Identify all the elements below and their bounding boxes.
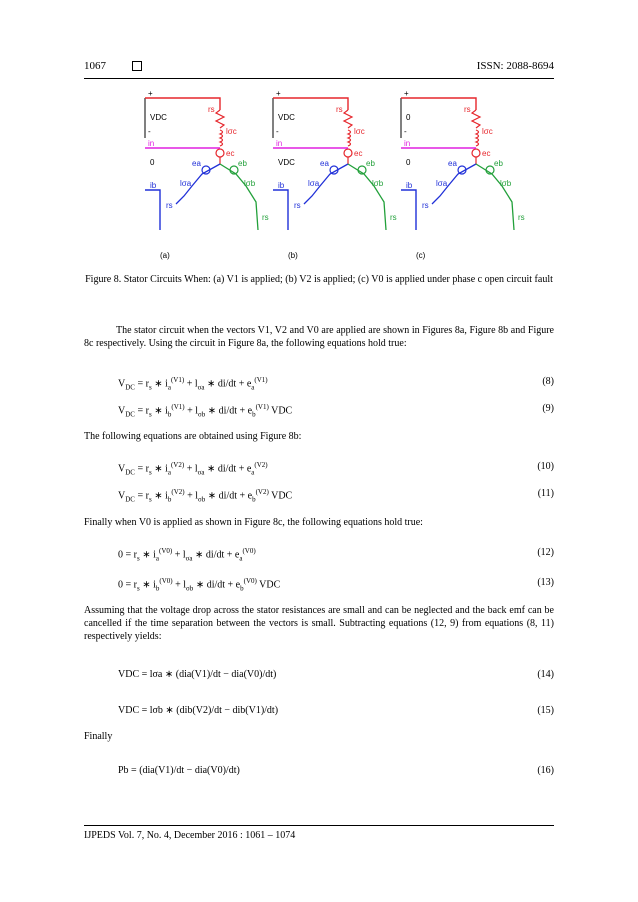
eq-e-sub: a bbox=[239, 554, 243, 563]
label-top-source: 0 bbox=[406, 113, 411, 122]
eq-rs: = r bbox=[134, 378, 149, 390]
eq-e-vec: (V0) bbox=[243, 577, 257, 585]
issn: ISSN: 2088-8694 bbox=[476, 60, 554, 72]
eq-lhs: V bbox=[118, 405, 126, 417]
label-top-source: VDC bbox=[150, 113, 167, 122]
label-ea: ea bbox=[448, 159, 457, 168]
figure-8-circuits bbox=[140, 89, 525, 265]
panel-tag: (c) bbox=[416, 251, 426, 260]
equation-(9) bbox=[118, 403, 292, 418]
eq-lhs-sub: DC bbox=[125, 468, 135, 477]
panel-tag: (a) bbox=[160, 251, 170, 260]
eq-vec: (V1) bbox=[170, 376, 185, 384]
eq-i: ∗ i bbox=[151, 378, 168, 390]
eq-l-sub: σb bbox=[198, 495, 206, 504]
eq-rs-sub: s bbox=[136, 584, 140, 593]
blue-wire bbox=[145, 190, 160, 230]
eq-i: ∗ i bbox=[151, 405, 168, 417]
source-ec bbox=[216, 149, 224, 157]
blue-wire bbox=[273, 190, 288, 230]
label-lsc: lσc bbox=[354, 127, 365, 136]
eq-tail: ∗ di/dt + e bbox=[205, 405, 253, 417]
label-rs: rs bbox=[336, 105, 343, 114]
eq-l: + l bbox=[184, 463, 198, 475]
eq-rs: = r bbox=[123, 579, 137, 591]
label-ec: ec bbox=[226, 149, 235, 158]
equation-number: (9) bbox=[542, 403, 554, 414]
eq-tail: ∗ di/dt + e bbox=[193, 579, 241, 591]
eq-tail: ∗ di/dt + e bbox=[192, 549, 240, 561]
header-rule bbox=[84, 78, 554, 79]
source-ec bbox=[472, 149, 480, 157]
eq-vdc: VDC bbox=[268, 490, 293, 502]
eq-tail: ∗ di/dt + e bbox=[204, 378, 252, 390]
resistor-rs bbox=[472, 110, 480, 128]
equation-number: (10) bbox=[537, 461, 554, 472]
green-branch bbox=[220, 164, 258, 230]
eq-vec: (V2) bbox=[171, 488, 185, 496]
label-lsa: lσa bbox=[180, 179, 192, 188]
label-lsc: lσc bbox=[226, 127, 237, 136]
label-rs-b: rs bbox=[262, 213, 269, 222]
label-lsb: lσb bbox=[372, 179, 384, 188]
label-rs-b: rs bbox=[390, 213, 397, 222]
label-lsb: lσb bbox=[500, 179, 512, 188]
label-lsa: lσa bbox=[308, 179, 320, 188]
paragraph-5: Finally bbox=[84, 731, 113, 742]
eq-e-vec: (V2) bbox=[255, 488, 269, 496]
eq-e-sub: b bbox=[252, 410, 256, 419]
label-ib: ib bbox=[150, 181, 157, 190]
eq-vec: (V0) bbox=[159, 577, 173, 585]
label-ib: ib bbox=[406, 181, 413, 190]
eq-l: + l bbox=[184, 378, 198, 390]
eq-l-sub: σa bbox=[197, 468, 205, 477]
label-lsb: lσb bbox=[244, 179, 256, 188]
eq-vec: (V2) bbox=[170, 461, 185, 469]
eq-l: + l bbox=[184, 490, 198, 502]
eq-lhs-sub: DC bbox=[125, 383, 135, 392]
eq-rs: = r bbox=[123, 549, 137, 561]
eq-lhs-sub: DC bbox=[125, 495, 135, 504]
checkbox-glyph-icon bbox=[132, 61, 142, 71]
blue-wire bbox=[401, 190, 416, 230]
equation-(8) bbox=[118, 376, 268, 391]
label-rs: rs bbox=[208, 105, 215, 114]
label-in: in bbox=[404, 139, 411, 148]
label-plus: + bbox=[404, 89, 409, 98]
eq-lhs: 0 bbox=[118, 549, 123, 561]
eq-rs: = r bbox=[134, 490, 149, 502]
label-eb: eb bbox=[494, 159, 503, 168]
equation-(16): Pb = (dia(V1)/dt − dia(V0)/dt) bbox=[118, 765, 240, 776]
eq-i-sub: b bbox=[155, 584, 160, 593]
eq-lhs: 0 bbox=[118, 579, 123, 591]
eq-l: + l bbox=[184, 405, 198, 417]
eq-i: ∗ i bbox=[139, 579, 156, 591]
paragraph-3: Finally when V0 is applied as shown in Figure 8c, the following equations hold true: bbox=[84, 517, 423, 528]
label-lsc: lσc bbox=[482, 127, 493, 136]
eq-l-sub: σa bbox=[197, 383, 205, 392]
eq-l-sub: σb bbox=[198, 410, 206, 419]
eq-rs-sub: s bbox=[148, 410, 152, 419]
green-branch bbox=[348, 164, 386, 230]
eq-rs-sub: s bbox=[148, 468, 152, 477]
eq-e-sub: b bbox=[240, 584, 244, 593]
eq-l-sub: σa bbox=[185, 554, 193, 563]
eq-e-vec: (V0) bbox=[242, 547, 256, 555]
label-eb: eb bbox=[238, 159, 247, 168]
label-plus: + bbox=[276, 89, 281, 98]
label-lsa: lσa bbox=[436, 179, 448, 188]
inductor-lsc bbox=[348, 130, 351, 146]
equation-(11) bbox=[118, 488, 292, 503]
inductor-lsc bbox=[220, 130, 223, 146]
eq-i: ∗ i bbox=[151, 463, 168, 475]
eq-lhs: V bbox=[118, 378, 126, 390]
label-minus: - bbox=[404, 127, 407, 136]
equation-(14): VDC = lσa ∗ (dia(V1)/dt − dia(V0)/dt) bbox=[118, 669, 277, 680]
label-ea: ea bbox=[192, 159, 201, 168]
equation-number: (8) bbox=[542, 376, 554, 387]
eq-i: ∗ i bbox=[151, 490, 168, 502]
eq-tail: ∗ di/dt + e bbox=[204, 463, 252, 475]
label-eb: eb bbox=[366, 159, 375, 168]
equation-number: (16) bbox=[537, 765, 554, 776]
eq-e-sub: a bbox=[251, 468, 255, 477]
label-bottom-source: 0 bbox=[150, 158, 155, 167]
eq-vdc: VDC bbox=[268, 405, 293, 417]
source-ec bbox=[344, 149, 352, 157]
label-rs-a: rs bbox=[422, 201, 429, 210]
equation-(10) bbox=[118, 461, 268, 476]
paragraph-2: The following equations are obtained using Figure 8b: bbox=[84, 431, 302, 442]
equation-number: (14) bbox=[537, 669, 554, 680]
eq-rs-sub: s bbox=[136, 554, 140, 563]
inductor-lsc bbox=[476, 130, 479, 146]
label-plus: + bbox=[148, 89, 153, 98]
label-rs-a: rs bbox=[294, 201, 301, 210]
label-rs-a: rs bbox=[166, 201, 173, 210]
eq-vec: (V0) bbox=[159, 547, 173, 555]
eq-l: + l bbox=[172, 579, 187, 591]
page-header bbox=[84, 60, 554, 78]
label-rs-b: rs bbox=[518, 213, 525, 222]
eq-i: ∗ i bbox=[139, 549, 156, 561]
label-ec: ec bbox=[482, 149, 491, 158]
equation-number: (11) bbox=[537, 488, 554, 499]
label-minus: - bbox=[148, 127, 151, 136]
paragraph-1: The stator circuit when the vectors V1, V2 and V0 are applied are shown in Figures 8a, Figure 8b and Figure 8c respectively. Using the circuit in Figure 8a, the following equations hold true: bbox=[84, 325, 554, 349]
eq-e-sub: a bbox=[251, 383, 255, 392]
panel-b bbox=[273, 89, 397, 260]
panel-c bbox=[401, 89, 525, 260]
eq-lhs: V bbox=[118, 490, 126, 502]
equation-(12) bbox=[118, 547, 256, 562]
eq-lhs-sub: DC bbox=[125, 410, 135, 419]
eq-tail: ∗ di/dt + e bbox=[205, 490, 253, 502]
eq-e-vec: (V1) bbox=[255, 403, 269, 411]
resistor-rs bbox=[216, 110, 224, 128]
eq-i-sub: a bbox=[155, 554, 159, 563]
page-footer: IJPEDS Vol. 7, No. 4, December 2016 : 1061 – 1074 bbox=[84, 830, 296, 841]
label-ib: ib bbox=[278, 181, 285, 190]
label-in: in bbox=[276, 139, 283, 148]
footer-rule bbox=[84, 825, 554, 826]
eq-rs-sub: s bbox=[148, 495, 152, 504]
eq-i-sub: a bbox=[167, 468, 171, 477]
panel-tag: (b) bbox=[288, 251, 298, 260]
eq-rs-sub: s bbox=[148, 383, 152, 392]
label-bottom-source: 0 bbox=[406, 158, 411, 167]
green-branch bbox=[476, 164, 514, 230]
eq-vec: (V1) bbox=[171, 403, 185, 411]
equation-number: (12) bbox=[537, 547, 554, 558]
paragraph-4: Assuming that the voltage drop across the stator resistances are small and can be neglected and the back emf can be cancelled if the time separation between the vectors is small. Subtracting equations (12, 9) from equations (8, 11) respectively yields: bbox=[84, 605, 554, 642]
figure-caption: Figure 8. Stator Circuits When: (a) V1 is applied; (b) V2 is applied; (c) V0 is applied under phase c open circuit fault bbox=[85, 274, 553, 285]
eq-e-vec: (V1) bbox=[254, 376, 268, 384]
label-ec: ec bbox=[354, 149, 363, 158]
equation-number: (13) bbox=[537, 577, 554, 588]
eq-e-sub: b bbox=[252, 495, 256, 504]
eq-rs: = r bbox=[134, 405, 149, 417]
label-ea: ea bbox=[320, 159, 329, 168]
eq-e-vec: (V2) bbox=[254, 461, 268, 469]
panel-a bbox=[145, 89, 269, 260]
eq-i-sub: b bbox=[167, 410, 172, 419]
equation-number: (15) bbox=[537, 705, 554, 716]
label-in: in bbox=[148, 139, 155, 148]
equation-(13) bbox=[118, 577, 280, 592]
eq-i-sub: a bbox=[167, 383, 171, 392]
eq-i-sub: b bbox=[167, 495, 172, 504]
label-rs: rs bbox=[464, 105, 471, 114]
page-number: 1067 bbox=[84, 60, 106, 72]
resistor-rs bbox=[344, 110, 352, 128]
equation-(15): VDC = lσb ∗ (dib(V2)/dt − dib(V1)/dt) bbox=[118, 705, 279, 716]
label-minus: - bbox=[276, 127, 279, 136]
eq-vdc: VDC bbox=[256, 579, 281, 591]
label-top-source: VDC bbox=[278, 113, 295, 122]
eq-l: + l bbox=[172, 549, 186, 561]
label-bottom-source: VDC bbox=[278, 158, 295, 167]
eq-lhs: V bbox=[118, 463, 126, 475]
eq-rs: = r bbox=[134, 463, 149, 475]
eq-l-sub: σb bbox=[186, 584, 194, 593]
